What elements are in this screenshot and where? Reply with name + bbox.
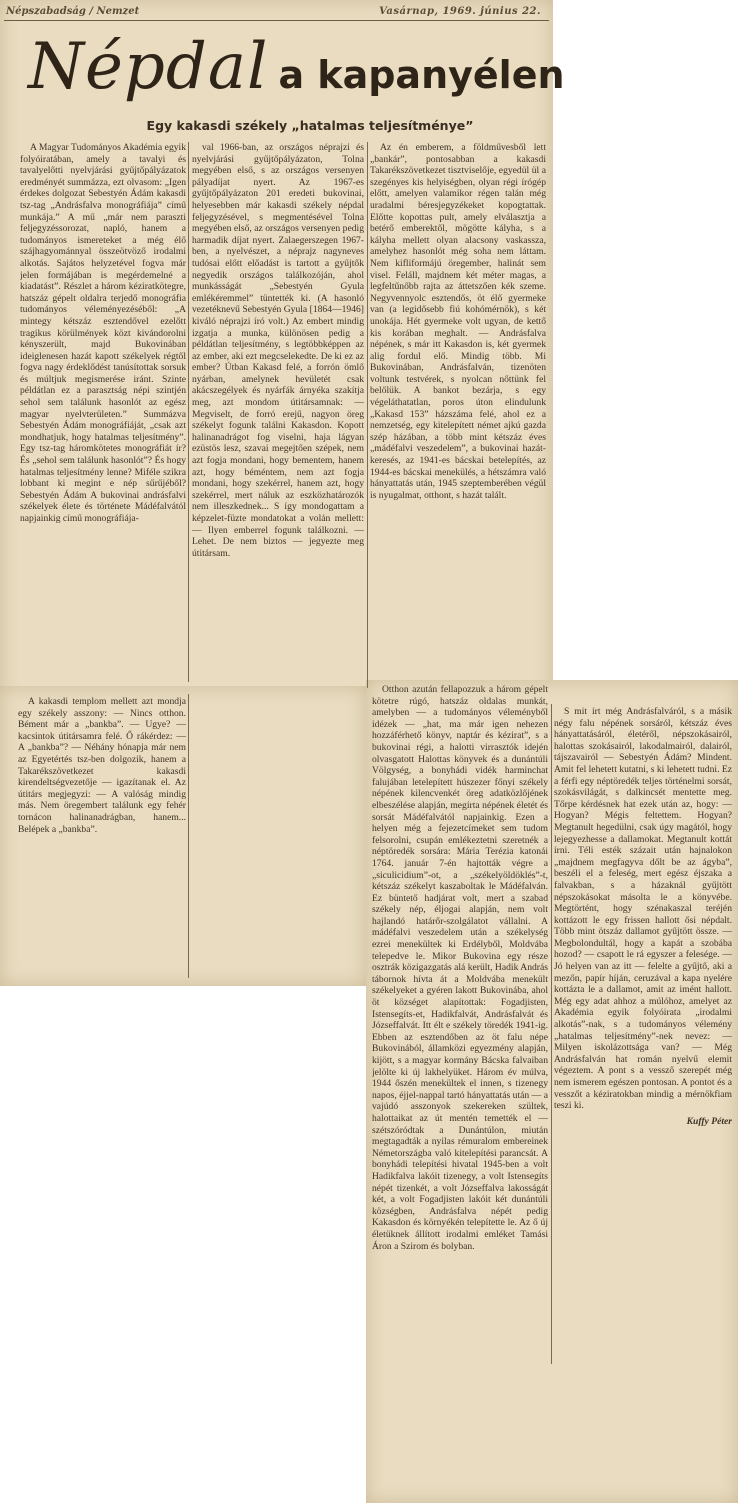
column-divider — [188, 694, 189, 978]
newspaper-source: Népszabadság / Nemzet — [6, 6, 140, 17]
author-signature: Kuffy Péter — [686, 1115, 732, 1127]
column-7 — [554, 706, 732, 1362]
column-3-text: Az én emberem, a földművesből lett „bankár”, pontosabban a kakasdi Takarékszövetkezet tisztviselője, egyedül ül a szegényes kis helyiségben, olyan régi írógép előtt, amelyen valamikor régen talán még uradalmi béresjegyzékeket kopogtattak. Előtte kopottas pult, amely elválasztja a betérő emberektől, mögötte kályha, s a kályha mellett olyan alacsony vaskassza, amelyhez hasonlót még soha nem láttam. Nem kifliformájú öregember, halinát sem visel. Feláll, majdnem két méter magas, a legfeltűnőbb rajta az áttetszően kék szeme. Negyvennyolc esztendős, öt élő gyermeke van (a legidősebb fiú kohómérnök), s két unokája. Hét gyermeke volt ugyan, de kettő kis korában meghalt. — Andrásfalva népének, s már itt Kakasdon is, két gyermek alig fordul elő. Mindig több. Mi Bukovinában, Andrásfalván, tizenöten voltunk testvérek, s nyolcan nőttünk fel belőlük. A bankot bezárja, s egy végeláthatatlan, poros úton elindulunk „Kakasd 153” házszáma felé, ahol ez a nemzetség, egy kitelepített német ajkú gazda szép házában, a több mint kétszáz éves „mádéfalvi veszedelem”, a bukovinai hazát-keresés, az 1941-es bácskai betelepítés, az 1944-es bácskai menekülés, a hétszámra való hányattatás után, 1945 szeptemberében végül is nyugalmat, otthont, s hazát talált. — [370, 142, 546, 501]
column-2 — [192, 142, 364, 687]
column-divider — [367, 142, 368, 688]
column-6 — [372, 684, 548, 1496]
article-subtitle: Egy kakasdi székely „hatalmas teljesítménye” — [146, 118, 474, 133]
column-1 — [20, 142, 186, 682]
newspaper-date: Vasárnap, 1969. június 22. — [379, 6, 541, 17]
title-part2: a kapanyélen — [278, 53, 565, 97]
column-divider — [551, 704, 552, 1364]
column-6-text: Otthon azután fellapozzuk a három gépelt kötetre rúgó, hatszáz oldalas munkát, amelyben — a tudományos véleményből idézek — „hat, ma már igen nehezen hozzáférhető könyv, naptár és kézirat”, s a bukovinai régi, a halotti virrasztók idején olvasgatott Halottas könyvek és a dunántúli Völgység, a bonyhádi vidék harminchat falujában letelepített húszezer főnyi székely népének kilencvenkét öreg adatközlőjének elbeszélése alapján, megírta népének életét és sorsát Mádéfalvától napjainkig. Ezen a helyen még a fejezetcímeket sem tudom felsorolni, csupán emlékeztetni szeretnék a néptöredék sorsára: Mária Terézia katonái 1764. január 7-én hajtották végre a „siculicidium”-ot, a „székelyöldöklés”-t, kétszáz székelyt kaszaboltak le Mádéfalván. Ez büntető hadjárat volt, mert a szabad székely nép, éljogai alapján, nem volt hajlandó határőr-szolgálatot vállalni. A mádéfalvi veszedelem után a székelység ezrei menekültek ki Erdélyből, Moldvába telepedve le. Mikor Bukovina egy része osztrák közigazgatás alá került, Hadik András tábornok hívta át a Moldvába menekült székelyeket a gyéren lakott Bukovinába, ahol öt községet alapítottak: Fogadjisten, Istensegíts-et, Hadikfalvát, Andrásfalvát és Józseffalvát. Itt élt e székely töredék 1941-ig. Ebben az esztendőben az öt falu népe Bukovinából, államközi egyezmény alapján, kijött, s a magyar kormány Bácska falvaiban jelölte ki új lakhelyüket. Három év múlva, 1944 őszén menekültek el innen, s tizenegy napos, éjjel-nappal tartó hányattatás után — a vajúdó asszonyok szekereken szültek, halottaikat az út mentén temették el — szétszóródtak a Dunántúlon, miután megtagadták a nyilas rémuralom embereinek Németországba való kitelepítési parancsát. A bonyhádi telepítési hivatal 1945-ben a volt Hadikfalva lakóit tizenegy, a volt Istensegíts népét tizenkét, a volt Józseffalva lakosságát két, a volt Fogadjisten lakóit két dunántúli községben, Andrásfalva népét pedig Kakasdon és környékén telepítette le. Az ő új életüknek állított irodalmi emléket Tamási Áron a Szirom és bolyban. — [372, 684, 548, 1252]
column-7-text: S mit írt még Andrásfalváról, s a másik négy falu népének sorsáról, kétszáz éves hányattatásáról, életéről, népszokásairól, halottas szokásairól, lakodalmairól, dalairól, tájszavairól — Sebestyén Ádám? Mindent. Amit fel lehetett kutatni, s ki lehetett tudni. Ez a férfi egy néptöredék teljes történelmi sorsát, szokásvilágát, s dalkincsét mentette meg. Tőrpe kérdésnek hat ezek után az, hogy: — Hogyan? Mégis feltettem. Hogyan? Megtanult hegedülni, csak úgy magától, hogy lejegyezhesse a dallamokat. Megtanult kottát írni. Téli esték százait után hajnalokon „majdnem megfagyva dőlt be az ágyba”, beszéli el a feleség, mert egész éjszaka a falvakban, s a házaknál gyűjtött népszokásokat másolta le a könyvébe. Megtörtént, hogy szénakaszal teréjén kottázott le egy frissen hallott ősi népdalt. Több mint ötszáz dallamot gyűjtött össze. — Megbolondultál, hogy a kapát a szobába hozod? — csapott le rá egyszer a felesége. — Jó helyen van az itt — felelte a gyűjtő, aki a mezőn, papír híján, ceruzával a kapa nyelére kottázta le a dallamot, amit az imént hallott. Még egy adat ahhoz a múlóhoz, amelyet az Akadémia egyik folyóirata „irodalmi alkotás”-nak, s a tudományos vélemény „hatalmas teljesítmény”-nek nevez: — Milyen iskolázottsága van? — Még Andrásfalván hat román nyelvű elemit végeztem. A pont s a vessző szerepét még nem ismerem egészen pontosan. A pontot és a vesszőt a kéziratokban mindig a mérnökfiam teszi ki. — [554, 706, 732, 1112]
column-1-text: A Magyar Tudományos Akadémia egyik folyóiratában, amely a tavalyi és tavalyelőtti nyelvjárási gyűjtőpályázatok eredményét summázza, ezt olvasom: „Igen érdekes dolgozat Sebestyén Ádám kakasdi tsz-tag „Andrásfalva monográfiája” című munkája.” A mű „már nem paraszti feljegyzéssorozat, napló, hanem a tudományos ismereteket a még élő szájhagyománnyal összeötvöző irodalmi alkotás. Sajátos helyzetével fogva már jelen formájában is megérdemelné a kiadatást”. Részlet a három kéziratkötegre, hatszáz gépelt oldalra terjedő monográfia tudományos véleményezéséből: „A mintegy kétszáz esztendővel ezelőtt tragikus körülmények közt kivándorolni kényszerült, majd Bukovinában ideiglenesen hazát kapott székelyek régtől fogva nagy érdeklődést tanúsítottak sorsuk és múltjuk megismerése iránt. Szinte példátlan ez a parasztság népi szintjén sehol sem találunk hasonlót az egész magyar nyelvterületen.” Summázva Sebestyén Ádám monográfiáját, „csak azt mondhatjuk, hogy hatalmas teljesítmény”. Egy tsz-tag háromkötetes monográfiát ír? És „sehol sem találunk hasonlót”? És hogy hatalmas teljesítmény lenne? Miféle szikra lobbant ki megint e nép sűrűjéből? Sebestyén Ádám A bukovinai andrásfalvi székelyek élete és története Mádéfalvától napjainkig című monográfiája- — [20, 142, 186, 524]
header-rule — [4, 20, 549, 21]
column-4 — [18, 696, 186, 978]
column-divider — [188, 142, 189, 682]
title-part1: Népdal — [28, 30, 269, 104]
column-4-text: A kakasdi templom mellett azt mondja egy székely asszony: — Nincs otthon. Bément már a „bankba”. — Ugye? — kacsintok útitársamra felé. Ő rákérdez: — A „bankba”? — Néhány hónapja már nem az Egyetértés tsz-ben dolgozik, hanem a Takarékszövetkezet kakasdi kirendeltségvezetője — igazítanak el. Az útitárs megjegyzi: — A valóság mindig más. Nem öregembert találunk egy fehér tornácon halinanadrágban, hanem... Belépek a „bankba”. — [18, 696, 186, 835]
column-2-text: val 1966-ban, az országos néprajzi és nyelvjárási gyűjtőpályázaton, Tolna megyében első, s az országos versenyen pályadíjat nyert. Az 1967-es gyűjtőpályázaton 201 eredeti bukovinai, helyesebben már kakasdi székely népdal feljegyzésével, s megmentésével Tolna megyében első, az országos versenyen pedig harmadik díjat nyert. Zalaegerszegen 1967-ben, a nyelvészet, a néprajz nagyneves tudósai előtt előadást is tartott a gyűjtők negyedik országos találkozóján, ahol munkásságát „Sebestyén Gyula emlékéremmel” tüntették ki. (A hasonló vezetéknevű Sebestyén Gyula [1864—1946] kiváló néprajzi író volt.) Az embert mindig izgatja a munka, különösen pedig a példátlan teljesítmény, s legtöbbképpen az az ember, aki ezt megcselekedte. De ki ez az ember? Útban Kakasd felé, a forrón ömlő nyárban, amelynek hevületét csak akácszegélyek és nyárfák árnyéka szakítja meg, azt mondom útitársamnak: — Megviselt, de forró erejű, nagyon öreg székelyt fogunk találni Kakasdon. Kopott halinanadrágot fog viselni, haja lágyan ezüstös lesz, szavai megejtően szépek, nem azt fogja mondani, hogy bementem, hanem azt, hogy béméntem, nem azt fogja mondani, hogy szekérrel, hanem azt, hogy szekérrel, mert náluk az eszközhatározók nem illeszkednek... S így mondogattam a képzelet-füzte mondatokat a volán mellett: — Ilyen emberrel fogunk találkozni. — Lehet. De nem biztos — jegyezte meg útitársam. — [192, 142, 364, 559]
article-title — [28, 30, 565, 110]
column-3 — [370, 142, 546, 688]
